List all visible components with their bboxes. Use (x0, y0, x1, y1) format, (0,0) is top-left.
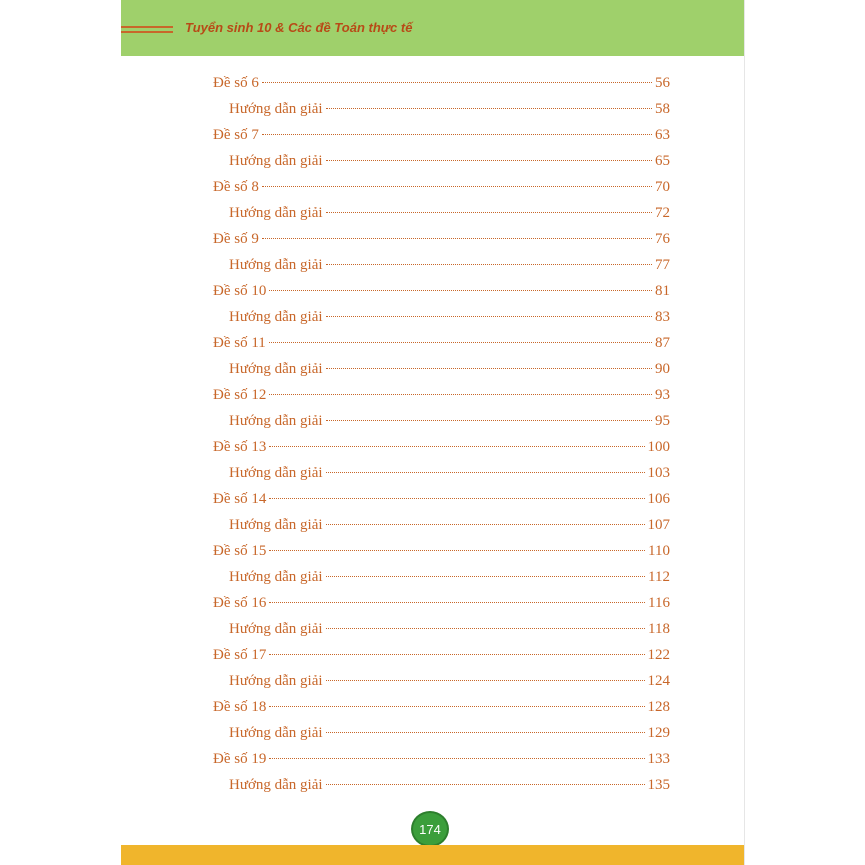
toc-entry-page: 87 (655, 335, 670, 351)
toc-entry-solution (229, 358, 670, 380)
toc-entry-page: 63 (655, 127, 670, 143)
page-number-badge: 174 (411, 811, 449, 847)
toc-entry-exam (213, 696, 670, 718)
toc-entry-page: 83 (655, 309, 670, 325)
toc-entry-label: Đề số 14 (213, 491, 267, 507)
toc-entry-page: 76 (655, 231, 670, 247)
toc-entry-page: 81 (655, 283, 670, 299)
toc-entry-page: 110 (648, 543, 670, 559)
toc-dot-leader (269, 654, 644, 655)
toc-entry-exam (213, 488, 670, 510)
toc-entry-label: Hướng dẫn giải (229, 673, 323, 689)
toc-entry-solution (229, 774, 670, 796)
toc-entry-page: 135 (647, 777, 670, 793)
toc-entry-label: Hướng dẫn giải (229, 361, 323, 377)
toc-entry-page: 112 (648, 569, 670, 585)
toc-entry-label: Hướng dẫn giải (229, 309, 323, 325)
toc-dot-leader (326, 472, 645, 473)
toc-entry-solution (229, 514, 670, 536)
toc-entry-page: 129 (647, 725, 670, 741)
toc-entry-label: Hướng dẫn giải (229, 205, 323, 221)
header-rule-bottom (121, 31, 173, 33)
toc-entry-exam (213, 436, 670, 458)
toc-entry-page: 58 (655, 101, 670, 117)
toc-entry-label: Hướng dẫn giải (229, 413, 323, 429)
toc-entry-page: 122 (647, 647, 670, 663)
toc-entry-exam (213, 176, 670, 198)
header-rule-top (121, 26, 173, 28)
toc-dot-leader (269, 758, 644, 759)
toc-entry-solution (229, 150, 670, 172)
toc-entry-page: 65 (655, 153, 670, 169)
toc-dot-leader (269, 602, 645, 603)
toc-entry-solution (229, 98, 670, 120)
toc-dot-leader (326, 212, 652, 213)
toc-entry-solution (229, 618, 670, 640)
toc-entry-exam (213, 124, 670, 146)
toc-entry-page: 118 (648, 621, 670, 637)
toc-entry-label: Đề số 13 (213, 439, 267, 455)
book-title: Tuyển sinh 10 & Các đề Toán thực tế (185, 20, 413, 35)
toc-entry-label: Đề số 10 (213, 283, 267, 299)
toc-entry-page: 95 (655, 413, 670, 429)
toc-entry-label: Đề số 11 (213, 335, 266, 351)
toc-entry-solution (229, 254, 670, 276)
toc-entry-label: Đề số 6 (213, 75, 259, 91)
toc-entry-page: 56 (655, 75, 670, 91)
toc-entry-label: Đề số 17 (213, 647, 267, 663)
toc-dot-leader (269, 394, 652, 395)
toc-entry-page: 106 (647, 491, 670, 507)
toc-entry-page: 93 (655, 387, 670, 403)
toc-dot-leader (262, 238, 652, 239)
toc-entry-solution (229, 462, 670, 484)
toc-entry-label: Hướng dẫn giải (229, 517, 323, 533)
footer-bar (121, 845, 744, 865)
toc-entry-page: 103 (647, 465, 670, 481)
toc-entry-label: Đề số 15 (213, 543, 267, 559)
toc-entry-solution (229, 670, 670, 692)
toc-entry-exam (213, 72, 670, 94)
book-page (121, 0, 744, 865)
toc-entry-label: Hướng dẫn giải (229, 621, 323, 637)
toc-entry-page: 77 (655, 257, 670, 273)
toc-dot-leader (269, 550, 645, 551)
toc-entry-label: Đề số 8 (213, 179, 259, 195)
toc-entry-label: Hướng dẫn giải (229, 569, 323, 585)
toc-entry-label: Đề số 18 (213, 699, 267, 715)
toc-entry-exam (213, 280, 670, 302)
toc-dot-leader (326, 524, 645, 525)
toc-dot-leader (326, 108, 652, 109)
toc-dot-leader (326, 368, 652, 369)
toc-entry-solution (229, 410, 670, 432)
toc-entry-exam (213, 384, 670, 406)
toc-dot-leader (269, 446, 644, 447)
toc-dot-leader (269, 290, 652, 291)
toc-entry-solution (229, 722, 670, 744)
toc-entry-page: 100 (647, 439, 670, 455)
toc-entry-label: Đề số 7 (213, 127, 259, 143)
page-header (121, 0, 744, 56)
toc-entry-solution (229, 306, 670, 328)
toc-entry-label: Hướng dẫn giải (229, 725, 323, 741)
toc-entry-exam (213, 332, 670, 354)
toc-entry-label: Đề số 19 (213, 751, 267, 767)
toc-dot-leader (326, 628, 646, 629)
toc-entry-exam (213, 748, 670, 770)
toc-entry-label: Hướng dẫn giải (229, 153, 323, 169)
toc-dot-leader (269, 498, 644, 499)
toc-dot-leader (326, 420, 652, 421)
toc-dot-leader (326, 316, 652, 317)
toc-entry-label: Hướng dẫn giải (229, 777, 323, 793)
toc-entry-exam (213, 540, 670, 562)
toc-entry-label: Hướng dẫn giải (229, 465, 323, 481)
toc-entry-label: Đề số 12 (213, 387, 267, 403)
toc-entry-page: 107 (647, 517, 670, 533)
toc-entry-exam (213, 228, 670, 250)
toc-entry-page: 116 (648, 595, 670, 611)
toc-dot-leader (326, 732, 645, 733)
toc-dot-leader (326, 576, 646, 577)
toc-entry-label: Đề số 16 (213, 595, 267, 611)
toc-entry-label: Đề số 9 (213, 231, 259, 247)
toc-dot-leader (326, 680, 645, 681)
toc-entry-label: Hướng dẫn giải (229, 101, 323, 117)
toc-entry-exam (213, 592, 670, 614)
toc-entry-exam (213, 644, 670, 666)
toc-entry-page: 128 (647, 699, 670, 715)
toc-entry-solution (229, 202, 670, 224)
toc-dot-leader (326, 160, 652, 161)
toc-entry-label: Hướng dẫn giải (229, 257, 323, 273)
toc-entry-page: 70 (655, 179, 670, 195)
toc-dot-leader (326, 784, 645, 785)
toc-entry-page: 124 (647, 673, 670, 689)
toc-dot-leader (262, 186, 652, 187)
toc-entry-page: 72 (655, 205, 670, 221)
toc-entry-solution (229, 566, 670, 588)
toc-dot-leader (262, 82, 652, 83)
toc-dot-leader (326, 264, 652, 265)
toc-dot-leader (262, 134, 652, 135)
toc-dot-leader (269, 706, 644, 707)
toc-entry-page: 90 (655, 361, 670, 377)
toc-entry-page: 133 (647, 751, 670, 767)
toc-dot-leader (269, 342, 652, 343)
